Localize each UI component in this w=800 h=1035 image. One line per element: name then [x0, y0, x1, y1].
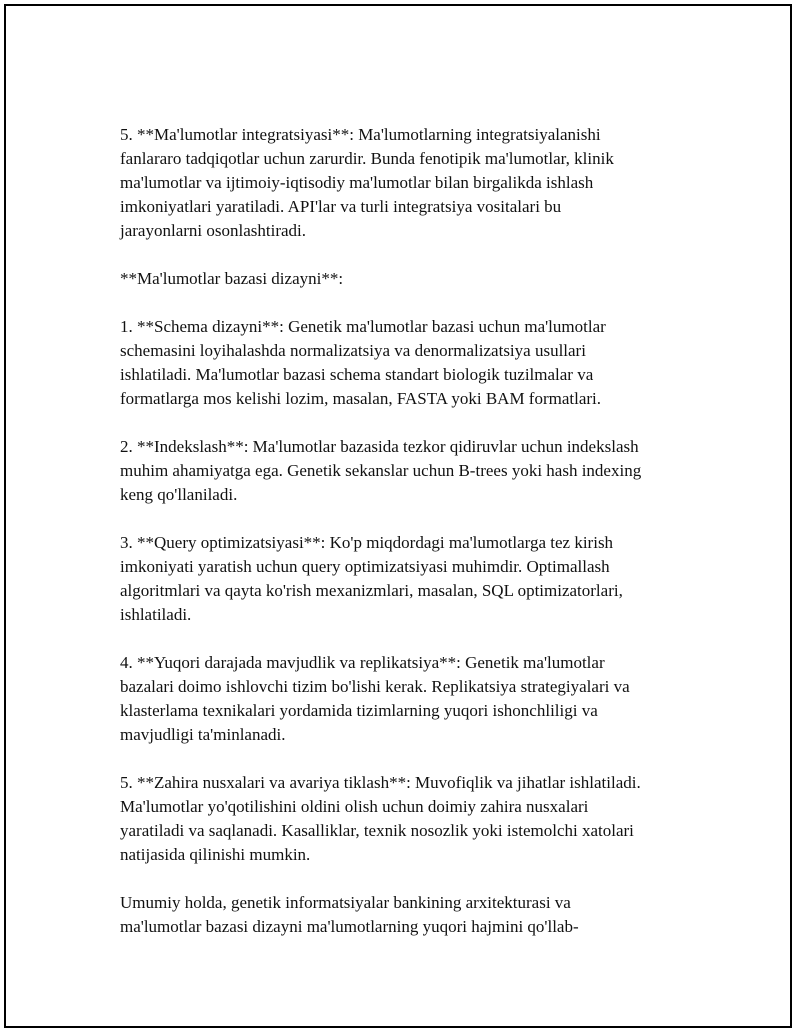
paragraph-query-optimization: 3. **Query optimizatsiyasi**: Ko'p miqdordagi ma'lumotlarga tez kirish imkoniyati yaratish uchun query optimizatsiyasi muhimdir. Optimallash algoritmlari va qayta ko'rish mexanizmlari, masalan, SQL optimizatorlari, ishlatiladi. [120, 533, 623, 624]
paragraph-high-availability: 4. **Yuqori darajada mavjudlik va replikatsiya**: Genetik ma'lumotlar bazalari doimo ishlovchi tizim bo'lishi kerak. Replikatsiya strategiyalari va klasterlama texnikalari yordamida tizimlarning yuqori ishonchliligi va mavjudligi ta'minlanadi. [120, 653, 630, 744]
document-page [4, 4, 792, 1028]
document-body [120, 123, 720, 939]
paragraph-backup-recovery: 5. **Zahira nusxalari va avariya tiklash**: Muvofiqlik va jihatlar ishlatiladi. Ma'lumotlar yo'qotilishini oldini olish uchun doimiy zahira nusxalari yaratiladi va saqlanadi. Kasalliklar, texnik nosozlik yoki istemolchi xatolari natijasida qilinishi mumkin. [120, 773, 641, 864]
paragraph-data-integration: 5. **Ma'lumotlar integratsiyasi**: Ma'lumotlarning integratsiyalanishi fanlararo tadqiqotlar uchun zarurdir. Bunda fenotipik ma'lumotlar, klinik ma'lumotlar va ijtimoiy-iqtisodiy ma'lumotlar bilan birgalikda ishlash imkoniyatlari yaratiladi. API'lar va turli integratsiya vositalari bu jarayonlarni osonlashtiradi. [120, 125, 614, 240]
paragraph-conclusion: Umumiy holda, genetik informatsiyalar bankining arxitekturasi va ma'lumotlar bazasi dizayni ma'lumotlarning yuqori hajmini qo'llab- [120, 893, 579, 936]
paragraph-indexing: 2. **Indekslash**: Ma'lumotlar bazasida tezkor qidiruvlar uchun indekslash muhim ahamiyatga ega. Genetik sekanslar uchun B-trees yoki hash indexing keng qo'llaniladi. [120, 437, 642, 504]
paragraph-schema-design: 1. **Schema dizayni**: Genetik ma'lumotlar bazasi uchun ma'lumotlar schemasini loyihalashda normalizatsiya va denormalizatsiya usullari ishlatiladi. Ma'lumotlar bazasi schema standart biologik tuzilmalar va formatlarga mos kelishi lozim, masalan, FASTA yoki BAM formatlari. [120, 317, 606, 408]
section-heading-database-design: **Ma'lumotlar bazasi dizayni**: [120, 269, 344, 288]
